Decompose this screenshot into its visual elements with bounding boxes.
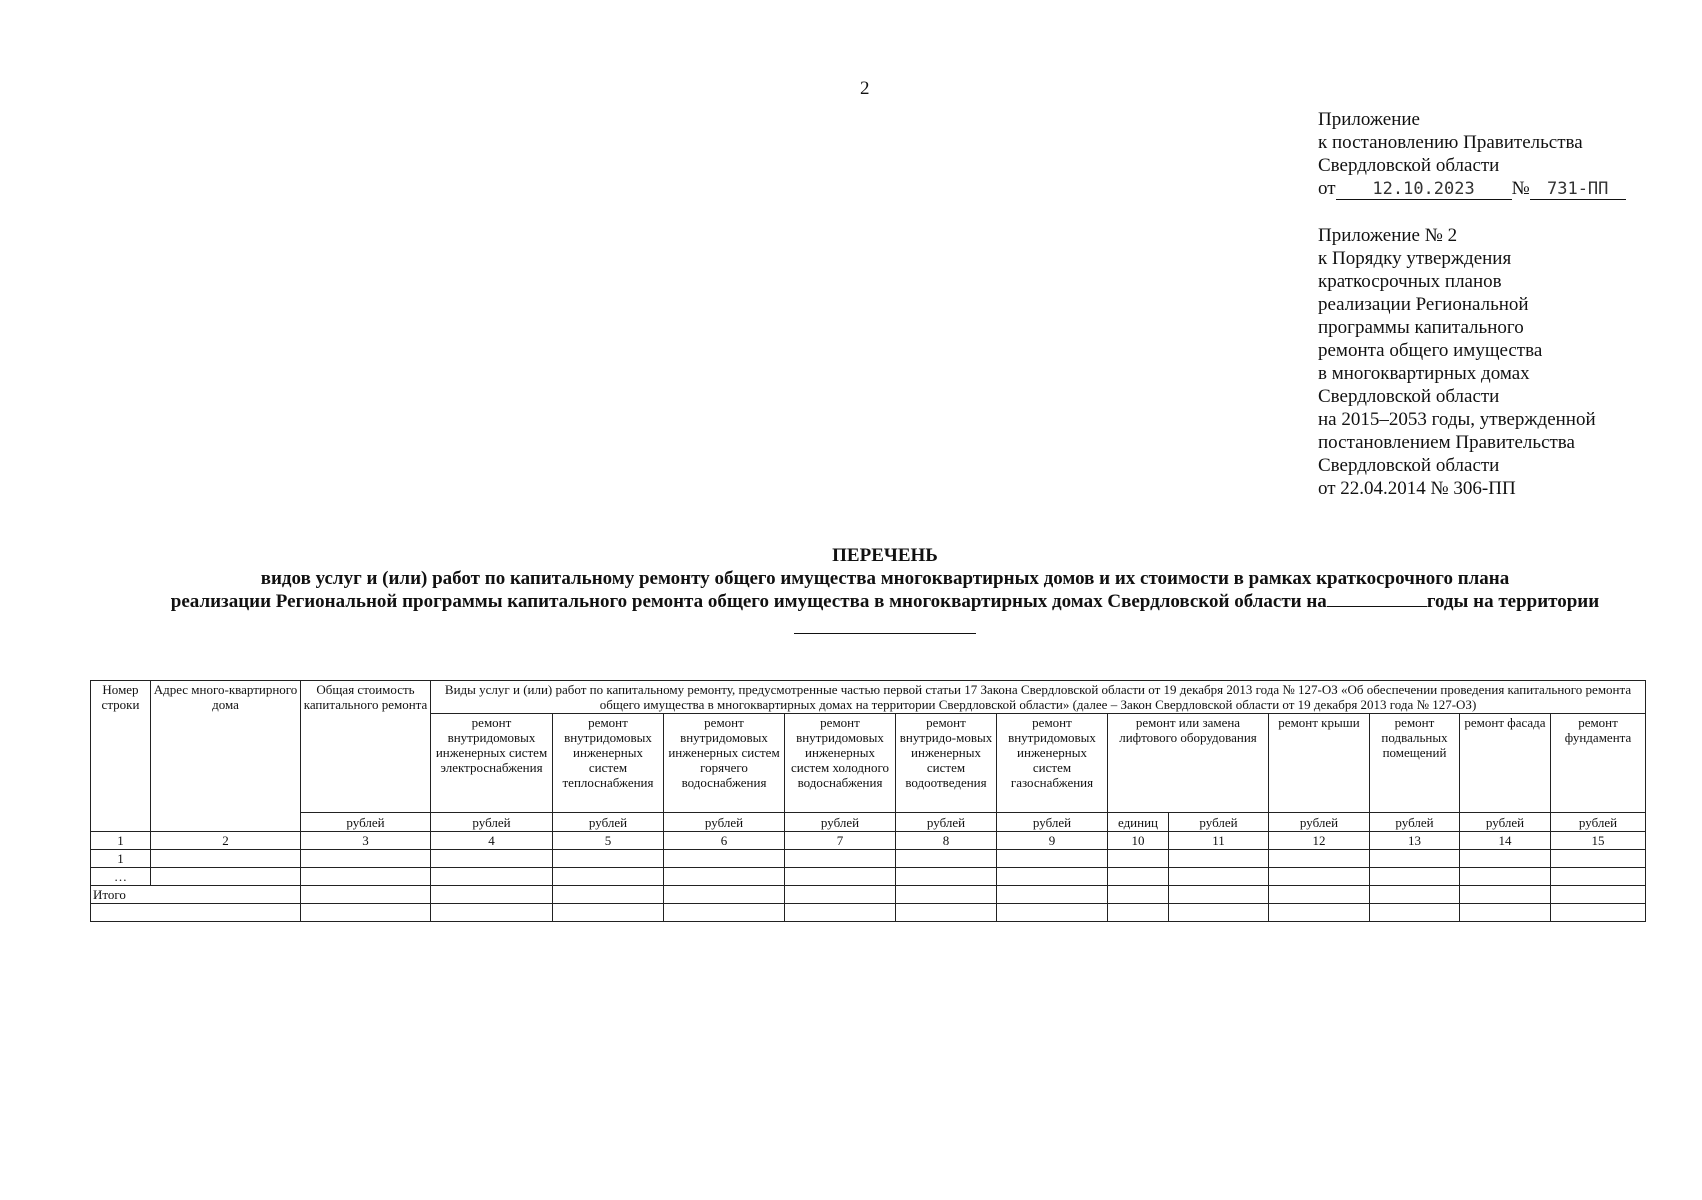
number-prefix: №	[1511, 178, 1530, 199]
header-work-type: ремонт внутридомовых инженерных систем электроснабжения	[431, 714, 553, 813]
column-number: 12	[1269, 832, 1370, 850]
appendix2-line: постановлением Правительства	[1318, 432, 1575, 453]
appendix-date-line	[1318, 177, 1626, 200]
column-number: 15	[1551, 832, 1646, 850]
row-label: 1	[91, 850, 151, 868]
column-number: 6	[664, 832, 785, 850]
unit-cell: рублей	[1370, 813, 1460, 832]
appendix2-line: на 2015–2053 годы, утвержденной	[1318, 409, 1596, 430]
column-number: 2	[151, 832, 301, 850]
header-work-type: ремонт внутридомовых инженерных систем теплоснабжения	[553, 714, 664, 813]
document-heading	[80, 544, 1690, 640]
appendix-decree-ref: к постановлению Правительства	[1318, 132, 1583, 153]
works-table	[90, 680, 1646, 922]
unit-cell: рублей	[896, 813, 997, 832]
heading-line3	[80, 590, 1690, 613]
decree-number: 731-ПП	[1530, 179, 1626, 200]
column-number: 5	[553, 832, 664, 850]
appendix2-line: реализации Региональной	[1318, 294, 1529, 315]
unit-cell: рублей	[1551, 813, 1646, 832]
unit-cell: рублей	[301, 813, 431, 832]
unit-cell: рублей	[1169, 813, 1269, 832]
appendix2-line: от 22.04.2014 № 306-ПП	[1318, 478, 1516, 499]
column-number: 4	[431, 832, 553, 850]
header-work-type: ремонт внутридо-мовых инженерных систем водоотведения	[896, 714, 997, 813]
unit-cell: рублей	[1460, 813, 1551, 832]
appendix-procedure-block	[1318, 224, 1596, 500]
table-row	[91, 850, 1646, 868]
appendix2-line: Приложение № 2	[1318, 225, 1458, 246]
unit-cell: рублей	[785, 813, 896, 832]
appendix-region: Свердловской области	[1318, 155, 1500, 176]
unit-cell: рублей	[553, 813, 664, 832]
header-work-type: ремонт крыши	[1269, 714, 1370, 813]
column-number: 10	[1108, 832, 1169, 850]
header-work-type: ремонт подвальных помещений	[1370, 714, 1460, 813]
appendix2-line: Свердловской области	[1318, 386, 1500, 407]
header-work-type: ремонт внутридомовых инженерных систем газоснабжения	[997, 714, 1108, 813]
column-number: 14	[1460, 832, 1551, 850]
column-number: 13	[1370, 832, 1460, 850]
header-address: Адрес много-квартирного дома	[151, 681, 301, 832]
decree-date: 12.10.2023	[1336, 179, 1512, 200]
appendix2-line: краткосрочных планов	[1318, 271, 1502, 292]
heading-line3-end: годы на территории	[1426, 591, 1600, 612]
unit-cell: рублей	[664, 813, 785, 832]
appendix2-line: ремонта общего имущества	[1318, 340, 1543, 361]
appendix2-line: в многоквартирных домах	[1318, 363, 1530, 384]
column-number-row	[91, 832, 1646, 850]
header-work-type: ремонт или замена лифтового оборудования	[1108, 714, 1269, 813]
heading-line2: видов услуг и (или) работ по капитальному ремонту общего имущества многоквартирных домов и их стоимости в рамках краткосрочного плана	[260, 568, 1510, 589]
page-number: 2	[860, 78, 870, 99]
years-blank	[1327, 605, 1427, 607]
date-prefix: от	[1318, 178, 1336, 199]
appendix2-line: Свердловской области	[1318, 455, 1500, 476]
unit-cell: рублей	[1269, 813, 1370, 832]
column-number: 9	[997, 832, 1108, 850]
row-label: …	[91, 868, 151, 886]
column-number: 7	[785, 832, 896, 850]
heading-title: ПЕРЕЧЕНЬ	[832, 545, 938, 566]
territory-line	[80, 617, 1690, 640]
column-number: 8	[896, 832, 997, 850]
unit-row	[91, 813, 1646, 832]
header-work-type: ремонт фундамента	[1551, 714, 1646, 813]
table-row	[91, 868, 1646, 886]
heading-line3-start: реализации Региональной программы капитального ремонта общего имущества в многоквартирных домах Свердловской области на	[170, 591, 1327, 612]
unit-cell: единиц	[1108, 813, 1169, 832]
unit-cell: рублей	[997, 813, 1108, 832]
header-row-number: Номер строки	[91, 681, 151, 832]
header-work-type: ремонт внутридомовых инженерных систем холодного водоснабжения	[785, 714, 896, 813]
appendix-decree-block	[1318, 108, 1626, 200]
row-total-label: Итого	[91, 886, 301, 904]
table-row-total	[91, 886, 1646, 904]
column-number: 1	[91, 832, 151, 850]
header-work-type: ремонт фасада	[1460, 714, 1551, 813]
header-total-cost: Общая стоимость капитального ремонта	[301, 681, 431, 813]
territory-blank	[794, 632, 976, 634]
appendix2-line: программы капитального	[1318, 317, 1524, 338]
table-row-blank	[91, 904, 1646, 922]
unit-cell: рублей	[431, 813, 553, 832]
column-number: 11	[1169, 832, 1269, 850]
header-work-type: ремонт внутридомовых инженерных систем горячего водоснабжения	[664, 714, 785, 813]
appendix2-line: к Порядку утверждения	[1318, 248, 1512, 269]
header-row-1	[91, 681, 1646, 714]
header-work-group: Виды услуг и (или) работ по капитальному ремонту, предусмотренные частью первой статьи 17 Закона Свердловской области от 19 декабря 2013 года № 127-ОЗ «Об обеспечении проведения капитального ремонта общего имущества в многоквартирных домах на территории Свердловской области» (далее – Закон Свердловской области от 19 декабря 2013 года № 127-ОЗ)	[431, 681, 1646, 714]
column-number: 3	[301, 832, 431, 850]
appendix-label: Приложение	[1318, 109, 1420, 130]
